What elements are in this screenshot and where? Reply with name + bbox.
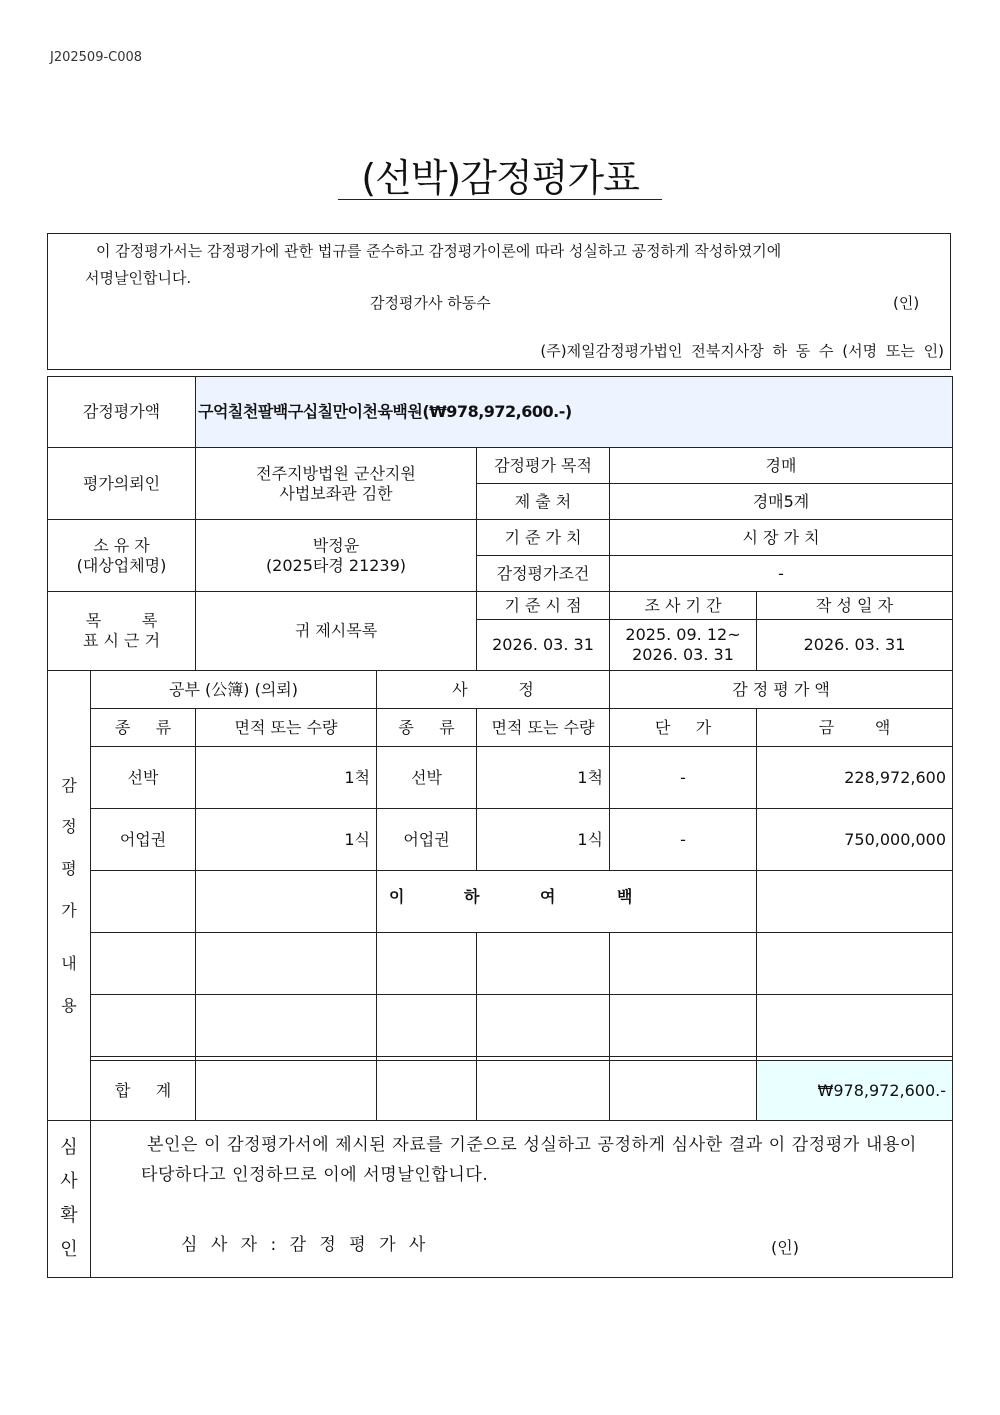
amount-value: 구억칠천팔백구십칠만이천육백원(₩978,972,600.-)	[196, 377, 953, 448]
row-kind: 어업권	[91, 809, 196, 871]
table-row	[48, 747, 953, 809]
empty-cell	[91, 871, 196, 933]
written-label: 작 성 일 자	[757, 592, 953, 620]
appraiser-name: 감정평가사 하동수	[370, 294, 491, 312]
requester-line1: 전주지방법원 군산지원	[256, 463, 416, 483]
below-blank-note	[377, 871, 757, 933]
note-char: 이	[389, 887, 405, 906]
owner-label-line2: (대상업체명)	[76, 555, 167, 575]
header-kind-2: 종 류	[377, 709, 477, 747]
header-amount: 금 액	[757, 709, 953, 747]
declaration-line1: 이 감정평가서는 감정평가에 관한 법규를 준수하고 감정평가이론에 따라 성실하고 공정하게 작성하였기에	[96, 242, 782, 260]
list-value: 귀 제시목록	[196, 592, 477, 671]
table-row	[48, 809, 953, 871]
header-area-2: 면적 또는 수량	[477, 709, 610, 747]
empty-cell	[610, 995, 757, 1057]
survey-end: 2026. 03. 31	[632, 645, 734, 664]
review-line1: 본인은 이 감정평가서에 제시된 자료를 기준으로 성실하고 공정하게 심사한 결과 이 감정평가 내용이	[147, 1135, 917, 1155]
case-number: (2025타경 21239)	[265, 555, 407, 575]
submit-value: 경매5계	[610, 484, 953, 520]
survey-start: 2025. 09. 12~	[625, 625, 741, 644]
header-appraisal: 감 정 평 가 액	[610, 671, 953, 709]
header-actual: 사 정	[377, 671, 610, 709]
empty-cell	[91, 933, 196, 995]
owner-label	[48, 520, 196, 592]
row-qty-actual: 1식	[477, 809, 610, 871]
appraisal-table	[47, 376, 953, 1278]
content-side-label	[48, 671, 91, 1121]
table-row	[48, 871, 953, 933]
list-label-line1: 목 록	[85, 611, 158, 630]
declaration-line2: 서명날인합니다.	[85, 269, 192, 287]
note-char: 하	[464, 887, 480, 906]
row-kind-actual: 어업권	[377, 809, 477, 871]
side-char: 가	[61, 900, 77, 920]
side-char: 인	[60, 1239, 78, 1261]
appraiser-seal: (인)	[893, 294, 920, 312]
empty-cell	[377, 933, 477, 995]
empty-cell	[196, 933, 377, 995]
base-date-label: 기 준 시 점	[477, 592, 610, 620]
row-qty: 1식	[196, 809, 377, 871]
base-date: 2026. 03. 31	[477, 620, 610, 671]
basis-value-label: 기 준 가 치	[477, 520, 610, 556]
header-kind: 종 류	[91, 709, 196, 747]
header-unit-price: 단 가	[610, 709, 757, 747]
side-char: 정	[61, 817, 77, 837]
owner-label-line1: 소 유 자	[93, 535, 150, 555]
total-row	[48, 1061, 953, 1121]
empty-cell	[477, 1061, 610, 1121]
empty-cell	[757, 871, 953, 933]
row-qty: 1척	[196, 747, 377, 809]
written-date: 2026. 03. 31	[757, 620, 953, 671]
side-char: 감	[61, 775, 77, 795]
header-area: 면적 또는 수량	[196, 709, 377, 747]
empty-cell	[757, 933, 953, 995]
basis-value: 시 장 가 치	[610, 520, 953, 556]
requester-label: 평가의뢰인	[48, 448, 196, 520]
condition-label: 감정평가조건	[477, 556, 610, 592]
amount-label: 감정평가액	[48, 377, 196, 448]
document-code: J202509-C008	[50, 50, 143, 65]
review-box	[91, 1121, 953, 1278]
owner-value	[196, 520, 477, 592]
empty-cell	[757, 995, 953, 1057]
empty-cell	[377, 1061, 477, 1121]
side-char: 사	[60, 1170, 78, 1192]
empty-cell	[196, 995, 377, 1057]
side-char: 용	[61, 995, 77, 1015]
page-title: (선박)감정평가표	[361, 156, 639, 200]
declaration-box	[47, 233, 951, 370]
empty-cell	[196, 1061, 377, 1121]
submit-label: 제 출 처	[477, 484, 610, 520]
purpose-value: 경매	[610, 448, 953, 484]
requester-value	[196, 448, 477, 520]
title-underline	[338, 199, 662, 200]
total-label: 합 계	[91, 1061, 196, 1121]
empty-cell	[196, 871, 377, 933]
note-char: 여	[540, 887, 556, 906]
survey-label: 조 사 기 간	[610, 592, 757, 620]
empty-cell	[610, 1061, 757, 1121]
empty-cell	[377, 995, 477, 1057]
total-value: ₩978,972,600.-	[757, 1061, 953, 1121]
survey-period	[610, 620, 757, 671]
reviewer: 심 사 자 : 감 정 평 가 사	[181, 1235, 430, 1255]
header-official: 공부 (公簿) (의뢰)	[91, 671, 377, 709]
row-amount: 228,972,600	[757, 747, 953, 809]
side-char: 확	[60, 1205, 78, 1226]
empty-cell	[477, 995, 610, 1057]
corporation-signature: (주)제일감정평가법인 전북지사장 하 동 수 (서명 또는 인)	[540, 342, 944, 360]
condition-value: -	[610, 556, 953, 592]
purpose-label: 감정평가 목적	[477, 448, 610, 484]
empty-cell	[477, 933, 610, 995]
table-row	[48, 933, 953, 995]
side-char: 내	[61, 954, 77, 974]
reviewer-seal: (인)	[771, 1238, 799, 1257]
side-char: 평	[61, 858, 77, 878]
empty-cell	[91, 995, 196, 1057]
review-line2: 타당하다고 인정하므로 이에 서명날인합니다.	[141, 1165, 489, 1185]
row-amount: 750,000,000	[757, 809, 953, 871]
list-label-line2: 표 시 근 거	[82, 631, 161, 650]
note-char: 백	[617, 887, 633, 906]
requester-line2: 사법보좌관 김한	[279, 483, 393, 503]
row-kind-actual: 선박	[377, 747, 477, 809]
side-char: 심	[60, 1136, 78, 1158]
row-unit-price: -	[610, 809, 757, 871]
row-kind: 선박	[91, 747, 196, 809]
empty-cell	[610, 933, 757, 995]
row-unit-price: -	[610, 747, 757, 809]
review-side-label	[48, 1121, 91, 1278]
owner-name: 박정윤	[312, 535, 360, 555]
table-row	[48, 995, 953, 1057]
list-label	[48, 592, 196, 671]
row-qty-actual: 1척	[477, 747, 610, 809]
